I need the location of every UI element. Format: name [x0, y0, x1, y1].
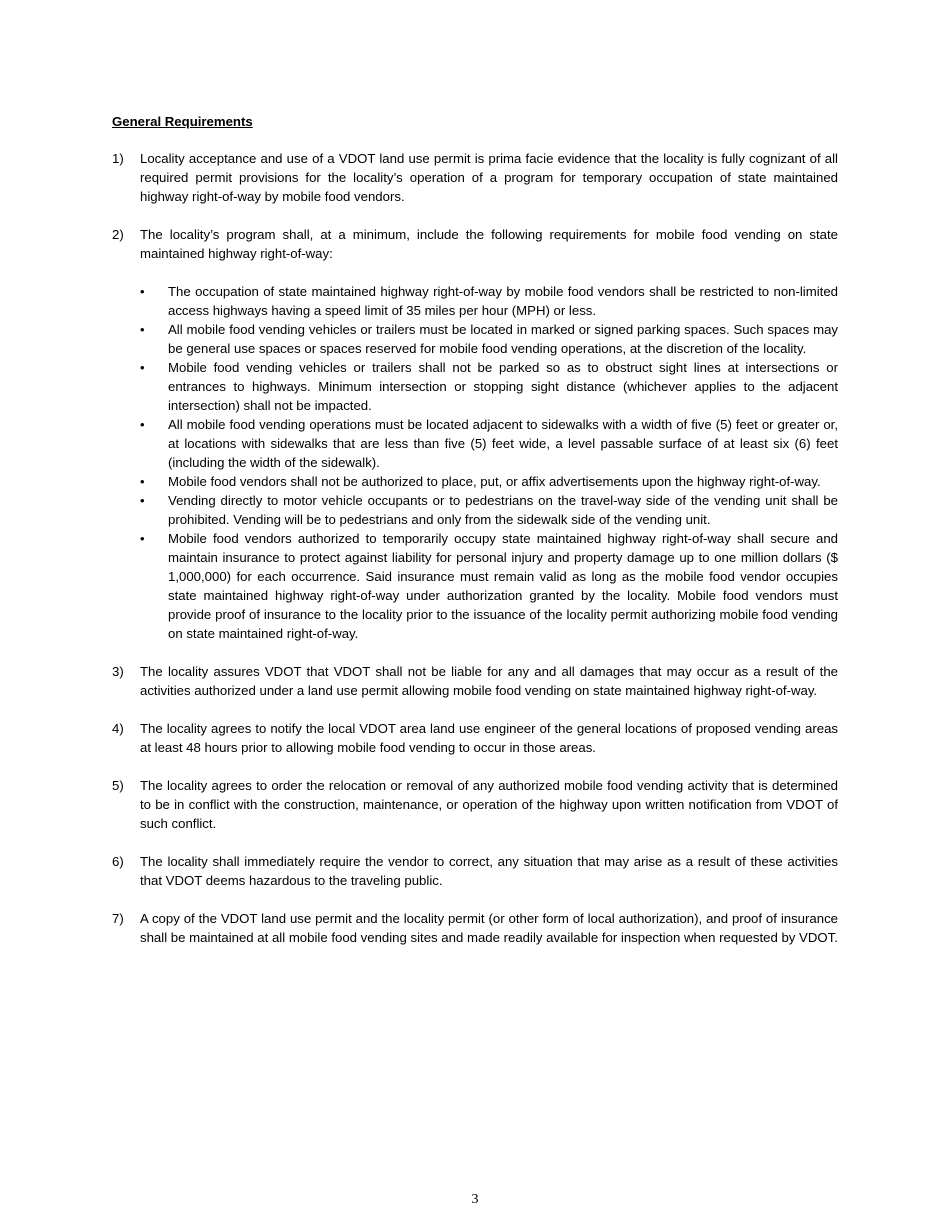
- item-number: 2): [112, 227, 124, 242]
- requirement-item-2: [112, 225, 838, 643]
- item-number: 3): [112, 664, 124, 679]
- item-text: The locality shall immediately require the vendor to correct, any situation that may arise as a result of these activities that VDOT deems hazardous to the traveling public.: [140, 854, 838, 888]
- bullet-item: • All mobile food vending operations must be located adjacent to sidewalks with a width of five (5) feet or greater or, at locations with sidewalks that are less than five (5) feet wide, a level passable surface of at least six (6) feet (including the width of the sidewalk).: [140, 415, 838, 472]
- program-requirements-bullets: [140, 282, 838, 643]
- bullet-item: • Mobile food vendors shall not be authorized to place, put, or affix advertisements upon the highway right-of-way.: [140, 472, 838, 491]
- item-text: Locality acceptance and use of a VDOT land use permit is prima facie evidence that the locality is fully cognizant of all required permit provisions for the locality’s operation of a program for temporary occupation of state maintained highway right-of-way by mobile food vendors.: [140, 151, 838, 204]
- item-number: 1): [112, 151, 124, 166]
- item-number: 7): [112, 911, 124, 926]
- item-number: 4): [112, 721, 124, 736]
- document-body: [112, 112, 838, 966]
- requirement-item-7: [112, 909, 838, 947]
- item-text: A copy of the VDOT land use permit and the locality permit (or other form of local authorization), and proof of insurance shall be maintained at all mobile food vending sites and made readily available for inspection when requested by VDOT.: [140, 911, 838, 945]
- bullet-item: • The occupation of state maintained highway right-of-way by mobile food vendors shall be restricted to non-limited access highways having a speed limit of 35 miles per hour (MPH) or less.: [140, 282, 838, 320]
- item-text: The locality agrees to notify the local VDOT area land use engineer of the general locations of proposed vending areas at least 48 hours prior to allowing mobile food vending to occur in those areas.: [140, 721, 838, 755]
- requirements-list: [112, 149, 838, 947]
- requirement-item-1: [112, 149, 838, 206]
- item-number: 6): [112, 854, 124, 869]
- page-number: 3: [471, 1192, 479, 1207]
- item-text: The locality assures VDOT that VDOT shall not be liable for any and all damages that may occur as a result of the activities authorized under a land use permit allowing mobile food vending on state maintained highway right-of-way.: [140, 664, 838, 698]
- requirement-item-3: [112, 662, 838, 700]
- bullet-item: • All mobile food vending vehicles or trailers must be located in marked or signed parking spaces. Such spaces may be general use spaces or spaces reserved for mobile food vending operations, at the discretion of the locality.: [140, 320, 838, 358]
- requirement-item-6: [112, 852, 838, 890]
- requirement-item-5: [112, 776, 838, 833]
- section-heading: General Requirements: [112, 114, 253, 129]
- bullet-item: • Vending directly to motor vehicle occupants or to pedestrians on the travel-way side of the vending unit shall be prohibited. Vending will be to pedestrians and only from the sidewalk side of the vending unit.: [140, 491, 838, 529]
- item-text: The locality agrees to order the relocation or removal of any authorized mobile food vending activity that is determined to be in conflict with the construction, maintenance, or operation of the highway upon written notification from VDOT of such conflict.: [140, 778, 838, 831]
- bullet-item: • Mobile food vendors authorized to temporarily occupy state maintained highway right-of-way shall secure and maintain insurance to protect against liability for personal injury and property damage up to one million dollars ($ 1,000,000) for each occurrence. Said insurance must remain valid as long as the mobile food vendor occupies state maintained highway right-of-way under authorization granted by the locality. Mobile food vendors must provide proof of insurance to the locality prior to the issuance of the locality permit authorizing mobile food vending on state maintained right-of-way.: [140, 529, 838, 643]
- bullet-item: • Mobile food vending vehicles or trailers shall not be parked so as to obstruct sight lines at intersections or entrances to highways. Minimum intersection or stopping sight distance (whichever applies to the adjacent intersection) shall not be impacted.: [140, 358, 838, 415]
- item-text: The locality’s program shall, at a minimum, include the following requirements for mobile food vending on state maintained highway right-of-way:: [140, 227, 838, 261]
- item-number: 5): [112, 778, 124, 793]
- requirement-item-4: [112, 719, 838, 757]
